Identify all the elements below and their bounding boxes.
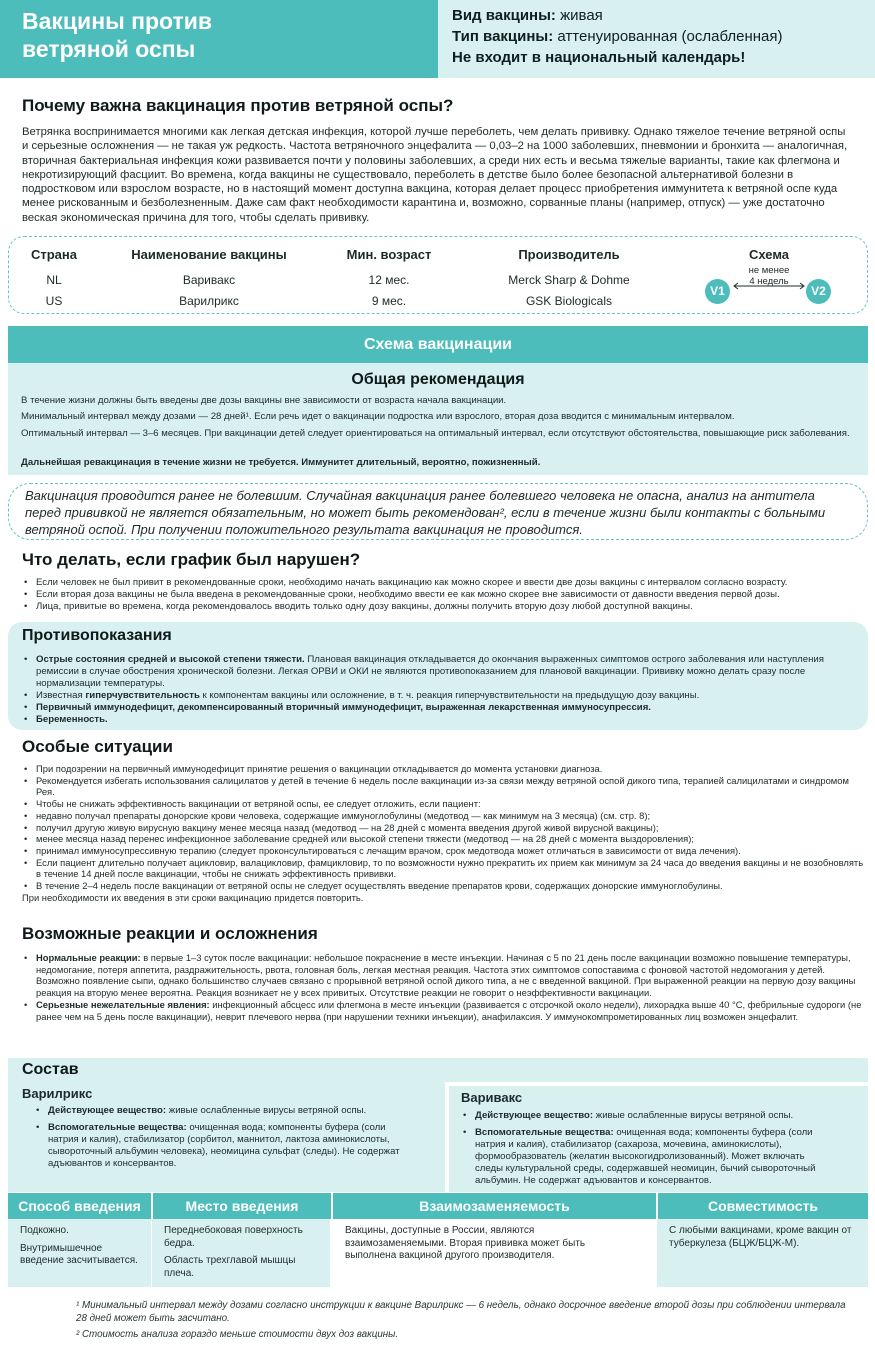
composition-box: [8, 1058, 868, 1192]
list-item: • Действующее вещество: живые ослабленные вирусы ветряной оспы.: [34, 1105, 409, 1117]
footnote-2: ² Стоимость анализа гораздо меньше стоимости двух доз вакцины.: [76, 1329, 399, 1340]
vaccine-type: Тип вакцины: аттенуированная (ослабленная): [452, 28, 783, 45]
right-composition-list: [461, 1110, 831, 1187]
left-vaccine-name: Варилрикс: [22, 1086, 93, 1101]
list-item: • Если человек не был привит в рекомендованные сроки, необходимо начать вакцинацию как можно скорее и ввести две дозы вакцины с интервалом согласно возрасту.: [22, 577, 867, 589]
vaccine-kind: Вид вакцины: живая: [452, 7, 603, 24]
col-min-age: Мин. возраст 12 мес. 9 мес.: [346, 247, 432, 308]
schema-box: [8, 363, 868, 475]
list-item: • Нормальные реакции: в первые 1–3 суток после вакцинации: небольшое покраснение в месте инъекции. Начиная с 5 по 21 день после вакцинации возможно повышение температуры, недомогание, потеря аппетита, раздражительность, рвота, головная боль, легкая местная реакция. Частота этих симптомов сопоставима с фоновой частотой недомогания у детей. Возможно появление сыпи, однако большинство случаев связано с прорывной ветряной оспой дикого типа, а не с введенной вакциной. При выраженной реакции на первую дозу вакцины реакция на вторую менее вероятна. Реакция возникает не у всех привитых. Отсутствие реакции не говорит о неэффективности вакцинации.: [22, 952, 870, 999]
interchangeability-header: Взаимозаменяемость: [331, 1193, 656, 1219]
admin-table-header: [8, 1193, 868, 1219]
why-text: Ветрянка воспринимается многими как легкая детская инфекция, которой лучше переболеть, чем делать прививку. Однако тяжелое течение ветряной оспы и серьезные осложнения — не такая уж редкость. Частота ветряночного энцефалита — 0,03–2 на 1000 заболевших, пневмонии и бронхита — аналогичная, вторичная бактериальная инфекция кожи развивается почти у половины заболевших, а среди них есть и весьма тяжелые варианты, такие как флегмона и некротизирующий фасциит. Во времена, когда вакцины не существовало, переболеть в детстве было более безопасной альтернативой болезни в подростковом или взрослом возрасте, но в настоящий момент доступна вакцина, которая делает процесс приобретения иммунитета к ветряной оспе куда менее рискованным и безболезненным. Даже сам факт необходимости карантина и, возможно, сорванные планы (например, отпуск) — уже достаточно веская экономическая причина для того, чтобы сделать прививку.: [22, 126, 848, 224]
list-item: • принимал иммуносупрессивную терапию (следует проконсультироваться с лечащим врачом, срок медотвода может отличаться в зависимости от вида лечения).: [22, 845, 867, 857]
compatibility-header: Совместимость: [656, 1193, 868, 1219]
double-arrow-icon: [731, 281, 807, 291]
schema-p1: В течение жизни должны быть введены две дозы вакцины вне зависимости от возраста начала вакцинации.: [21, 395, 507, 406]
special-tail: При необходимости их введения в эти сроки вакцинацию придется повторить.: [22, 891, 364, 903]
list-item: • Лица, привитые во времена, когда рекомендовалось вводить только одну дозу вакцины, должны получить вторую дозу любой доступной вакцины.: [22, 601, 867, 613]
list-item: • Действующее вещество: живые ослабленные вирусы ветряной оспы.: [461, 1110, 831, 1122]
list-item: • получил другую живую вирусную вакцину менее месяца назад (медотвод — на 28 дней с момента введения другой живой вирусной вакцины);: [22, 822, 867, 834]
contra-list: [22, 654, 857, 726]
list-item: • В течение 2–4 недель после вакцинации от ветряной оспы не следует осуществлять введение препаратов крови, содержащих донорские иммуноглобулины.: [22, 880, 867, 892]
list-item: • Известная гиперчувствительность к компонентам вакцины или осложнение, в т. ч. реакция гиперчувствительности на предыдущую дозу вакцины.: [22, 690, 857, 702]
contra-title: Противопоказания: [22, 627, 172, 644]
list-item: • Беременность.: [22, 714, 857, 726]
right-composition-frame: [445, 1082, 868, 1192]
list-item: • Вспомогательные вещества: очищенная вода; компоненты буфера (соли натрия и калия), стабилизатор (сорбитол, маннитол, лактоза аминокислоты, сывороточный альбумин человека), неомицина сульфат (следы). Не содержат адъювантов и консервантов.: [34, 1122, 409, 1170]
list-item: • Если вторая доза вакцины не была введена в рекомендованные сроки, необходимо ввести ее как можно скорее вне зависимости от давности введения первой дозы.: [22, 589, 867, 601]
scheme-interval: не менее 4 недель: [748, 265, 790, 287]
list-item: • Чтобы не снижать эффективность вакцинации от ветряной оспы, ее следует отложить, если пациент:: [22, 798, 867, 810]
composition-title: Состав: [22, 1061, 79, 1078]
page-header: [0, 0, 875, 78]
reactions-list: [22, 952, 870, 1022]
left-composition-list: [34, 1105, 409, 1170]
right-composition-box: [449, 1086, 868, 1192]
schema-p4: Дальнейшая ревакцинация в течение жизни не требуется. Иммунитет длительный, вероятно, пожизненный.: [21, 457, 541, 468]
special-content: [22, 763, 867, 903]
why-title: Почему важна вакцинация против ветряной оспы?: [22, 96, 454, 115]
header-title-block: [0, 0, 438, 78]
dose-v2-badge: V2: [806, 279, 831, 304]
list-item: • Первичный иммунодефицит, декомпенсированный вторичный иммунодефицит, выраженная лекарственная иммуносупрессия.: [22, 702, 857, 714]
list-item: • Если пациент длительно получает ацикловир, валацикловир, фамцикловир, то по возможности нужно прекратить их прием как минимум за 24 часа до введения вакцины и не возобновлять в течение 14 дней после вакцинации, чтобы не снижать эффективность прививки.: [22, 857, 867, 880]
missed-list: [22, 577, 867, 613]
list-item: • Острые состояния средней и высокой степени тяжести. Плановая вакцинация откладывается до окончания выраженных симптомов острого заболевания или наступления ремиссии в случае обострения хронической болезни. Легкая ОРВИ и ОКИ не являются противопоказанием для плановой вакцинации. Прививку можно делать сразу после нормализации температуры.: [22, 654, 857, 690]
special-list: [22, 763, 867, 810]
list-item: • менее месяца назад перенес инфекционное заболевание средней или высокой степени тяжести (медотвод — на 28 дней с момента выздоровления);: [22, 833, 867, 845]
dose-v1-badge: V1: [705, 279, 730, 304]
col-country: Страна NL US: [30, 247, 77, 308]
contraindications-box: [8, 622, 868, 730]
admin-method-cell: Подкожно. Внутримышечное введение засчитывается.: [8, 1219, 151, 1287]
page-title: Вакцины против ветряной оспы: [22, 8, 213, 62]
admin-site-header: Место введения: [151, 1193, 331, 1219]
footnote-1: ¹ Минимальный интервал между дозами согласно инструкции к вакцине Варилрикс — 6 недель, однако досрочное введение второй дозы при соблюдении интервала 28 дней может быть засчитано.: [76, 1300, 846, 1324]
schema-p2: Минимальный интервал между дозами — 28 дней¹. Если речь идет о вакцинации подростка или взрослого, вторая доза вводится с минимальным интервалом.: [21, 411, 735, 422]
calendar-note: Не входит в национальный календарь!: [452, 49, 746, 66]
col-scheme: Схема: [748, 247, 790, 262]
list-item: • Вспомогательные вещества: очищенная вода; компоненты буфера (соли натрия и калия), стабилизатор (сахароза, мочевина, аминокислоты), формообразователь (желатин высокогидролизованный). Может включать следы культуральной среды, содержавшей неомицин, бычий сывороточный альбумин. Не содержат адъювантов и консервантов.: [461, 1127, 831, 1187]
antibody-note: Вакцинация проводится ранее не болевшим. Случайная вакцинация ранее болевшего человека не опасна, анализ на антитела перед прививкой не является обязательным, но может быть рекомендован², если в течение жизни были контакты с больными ветряной оспой. При получении положительного результата вакцинация не проводится.: [8, 483, 868, 540]
compatibility-cell: С любыми вакцинами, кроме вакцин от туберкулеза (БЦЖ/БЦЖ-М).: [657, 1219, 868, 1287]
vaccine-table: [8, 236, 868, 314]
col-manufacturer: Производитель Merck Sharp & Dohme GSK Biologicals: [508, 247, 630, 308]
schema-subtitle: Общая рекомендация: [351, 371, 525, 388]
header-info-block: [438, 0, 875, 78]
special-sublist: [22, 810, 867, 857]
schema-p3: Оптимальный интервал — 3–6 месяцев. При вакцинации детей следует ориентироваться на оптимальный интервал, если отсутствуют обстоятельства, повышающие риск заболевания.: [21, 428, 850, 439]
schema-band: Схема вакцинации: [8, 326, 868, 363]
list-item: • Серьезные нежелательные явления: инфекционный абсцесс или флегмона в месте инъекции (развивается с отсрочкой около недели), лихорадка выше 40 °С, фебрильные судороги (не ранее чем на 5 день после вакцинации), неврит плечевого нерва (при нарушении техники инъекции), анафилаксия. У иммунокомпрометированных лиц возможен энцефалит.: [22, 999, 870, 1022]
interchangeability-cell: Вакцины, доступные в России, являются взаимозаменяемыми. Вторая прививка может быть выполнена вакциной другого производителя.: [333, 1219, 655, 1287]
list-item: • Рекомендуется избегать использования салицилатов у детей в течение 6 недель после вакцинации из-за связи между ветряной оспой дикого типа, терапией салицилатами и синдромом Рея.: [22, 775, 867, 798]
missed-title: Что делать, если график был нарушен?: [22, 550, 361, 569]
admin-method-header: Способ введения: [8, 1193, 151, 1219]
col-vaccine-name: Наименование вакцины Варивакс Варилрикс: [131, 247, 287, 308]
list-item: • При подозрении на первичный иммунодефицит принятие решения о вакцинации откладывается до момента установки диагноза.: [22, 763, 867, 775]
list-item: • недавно получал препараты донорские крови человека, содержащие иммуноглобулины (медотвод — как минимум на 3 месяца) (см. стр. 8);: [22, 810, 867, 822]
admin-site-cell: Переднебоковая поверхность бедра. Область трехглавой мышцы плеча.: [152, 1219, 330, 1287]
special-list-2: [22, 857, 867, 892]
reactions-title: Возможные реакции и осложнения: [22, 924, 318, 943]
special-title: Особые ситуации: [22, 737, 173, 756]
right-vaccine-name: Варивакс: [461, 1090, 523, 1105]
